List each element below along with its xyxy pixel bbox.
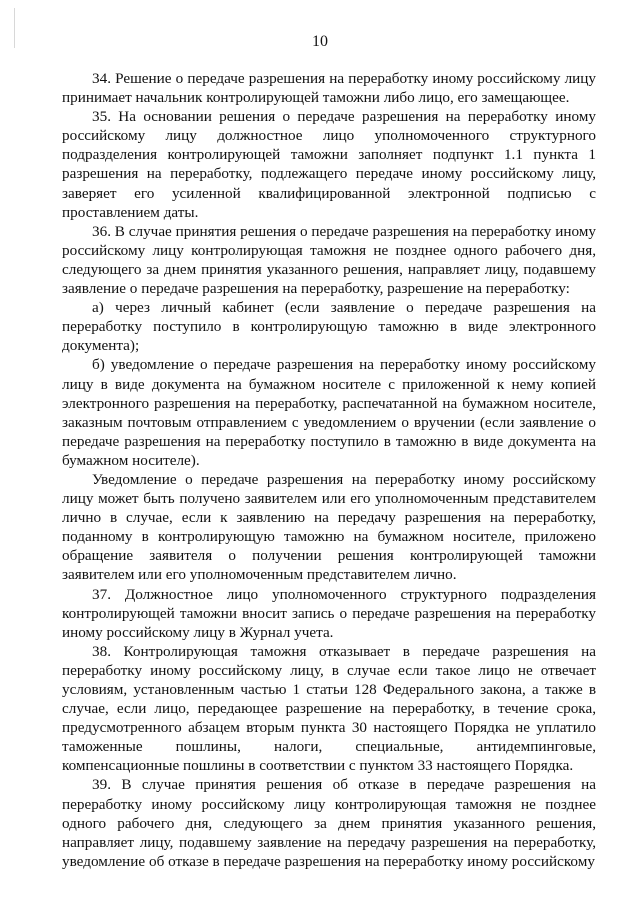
paragraph-36-notice: Уведомление о передаче разрешения на переработку иному российскому лицу может быть получено заявителем или его уполномоченным представителем лично в случае, если к заявлению на передачу разрешения на переработку, поданному в контролирующую таможню на бумажном носителе, приложено обращение заявителя о получении решения контролирующей таможни заявителем или его уполномоченным представителем лично. xyxy=(62,470,596,584)
paragraph-37: 37. Должностное лицо уполномоченного структурного подразделения контролирующей таможни вносит запись о передаче разрешения на переработку иному российскому лицу в Журнал учета. xyxy=(62,585,596,641)
document-body xyxy=(62,69,596,871)
paragraph-36-b: б) уведомление о передаче разрешения на переработку иному российскому лицу в виде документа на бумажном носителе с приложенной к нему копией электронного разрешения на переработку, распечатанной на бумажном носителе, заказным почтовым отправлением с уведомлением о вручении (если заявление о передаче разрешения на переработку поступило в таможню в виде документа на бумажном носителе). xyxy=(62,356,596,469)
page-number: 10 xyxy=(312,33,328,50)
paragraph-39: 39. В случае принятия решения об отказе в передаче разрешения на переработку иному российскому лицу контролирующая таможня не позднее одного рабочего дня, следующего за днем принятия указанного решения, направляет лицу, подавшему заявление на передачу разрешения на переработку, уведомление об отказе в передаче разрешения на переработку иному российскому xyxy=(62,776,596,870)
paragraph-35: 35. На основании решения о передаче разрешения на переработку иному российскому лицу должностное лицо уполномоченного структурного подразделения контролирующей таможни заполняет подпункт 1.1 пункта 1 разрешения на переработку, подлежащего передаче иному российскому лицу, заверяет его усиленной квалифицированной электронной подписью с проставлением даты. xyxy=(62,108,596,221)
paragraph-38: 38. Контролирующая таможня отказывает в передаче разрешения на переработку иному российскому лицу, в случае если такое лицо не отвечает условиям, установленным частью 1 статьи 128 Федерального закона, а также в случае, если лицо, передающее разрешение на переработку, в течение срока, предусмотренного абзацем вторым пункта 30 настоящего Порядка не уплатило таможенные пошлины, налоги, специальные, антидемпинговые, компенсационные пошлины в соответствии с пунктом 33 настоящего Порядка. xyxy=(62,642,596,775)
paragraph-36-a: а) через личный кабинет (если заявление о передаче разрешения на переработку поступило в контролирующую таможню в виде электронного документа); xyxy=(62,299,596,355)
paragraph-36: 36. В случае принятия решения о передаче разрешения на переработку иному российскому лицу контролирующая таможня не позднее одного рабочего дня, следующего за днем принятия указанного решения, направляет лицу, подавшему заявление о передаче разрешения на переработку, разрешение на переработку: xyxy=(62,222,596,298)
paragraph-34: 34. Решение о передаче разрешения на переработку иному российскому лицу принимает начальник контролирующей таможни либо лицо, его замещающее. xyxy=(62,70,596,107)
